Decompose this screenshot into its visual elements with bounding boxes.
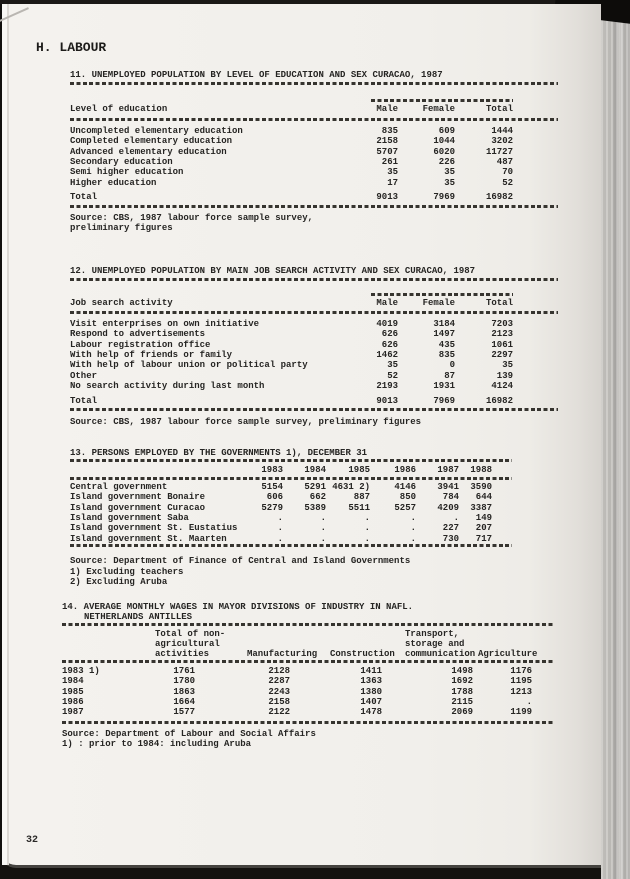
table-cell: 35 bbox=[387, 360, 398, 371]
table-cell: 226 bbox=[438, 157, 455, 168]
table-cell: 1199 bbox=[510, 707, 532, 718]
table-unemployed-by-education bbox=[70, 68, 558, 233]
table-cell: Semi higher education bbox=[70, 167, 184, 178]
table-cell: 17 bbox=[387, 177, 398, 188]
table-cell: 35 bbox=[502, 360, 513, 371]
table-cell: Other bbox=[70, 370, 98, 381]
table-row bbox=[70, 381, 558, 391]
table-cell: 3941 bbox=[437, 481, 459, 492]
table-title bbox=[62, 602, 553, 623]
table-cell: 7203 bbox=[491, 318, 513, 329]
table-cell: Secondary education bbox=[70, 157, 173, 168]
text-line: preliminary figures bbox=[70, 223, 173, 234]
table-cell: Higher education bbox=[70, 177, 157, 188]
text-line: Agriculture bbox=[478, 649, 538, 660]
column-header bbox=[330, 649, 395, 659]
page-number: 32 bbox=[26, 835, 39, 846]
table-cell: 2243 bbox=[268, 686, 290, 697]
divider bbox=[62, 660, 553, 663]
text-line: 14. AVERAGE MONTHLY WAGES IN MAYOR DIVISIONS OF INDUSTRY IN NAFL. bbox=[62, 602, 414, 612]
column-header: 1985 bbox=[348, 465, 370, 476]
table-cell: . bbox=[410, 533, 416, 544]
table-cell: 1176 bbox=[510, 665, 532, 676]
table-cell: 887 bbox=[353, 492, 370, 503]
table-cell: 487 bbox=[496, 157, 513, 168]
table-cell: 1444 bbox=[491, 125, 513, 136]
table-cell: 4631 2) bbox=[332, 481, 370, 492]
table-row bbox=[70, 178, 558, 188]
table-cell: Advanced elementary education bbox=[70, 146, 227, 157]
table-cell: Island government St. Eustatius bbox=[70, 523, 238, 534]
column-header bbox=[405, 629, 475, 660]
table-cell: 717 bbox=[475, 533, 492, 544]
table-cell: 11727 bbox=[485, 146, 513, 157]
column-header: 1984 bbox=[304, 465, 326, 476]
table-header-row bbox=[70, 298, 558, 308]
column-header bbox=[70, 465, 250, 475]
table-cell: 9013 bbox=[376, 395, 398, 406]
column-header: Female bbox=[422, 104, 455, 115]
table-cell: 1044 bbox=[433, 136, 455, 147]
table-cell: 1692 bbox=[451, 676, 473, 687]
table-cell: 2123 bbox=[491, 329, 513, 340]
text-line: NETHERLANDS ANTILLES bbox=[84, 612, 193, 623]
table-cell: . bbox=[453, 513, 459, 524]
text-line: Source: Department of Finance of Central and Island Governments bbox=[70, 556, 411, 567]
table-row bbox=[70, 157, 558, 167]
text-line: Total of non- bbox=[155, 628, 226, 639]
table-source bbox=[70, 417, 558, 427]
table-cell: 1577 bbox=[173, 707, 195, 718]
table-cell: 52 bbox=[502, 177, 513, 188]
divider bbox=[70, 544, 512, 547]
table-cell: 3202 bbox=[491, 136, 513, 147]
table-cell: 5279 bbox=[261, 502, 283, 513]
column-header: Total bbox=[485, 104, 513, 115]
table-cell: . bbox=[526, 697, 532, 708]
table-cell: . bbox=[320, 513, 326, 524]
table-cell: 1462 bbox=[376, 350, 398, 361]
table-cell: 4019 bbox=[376, 318, 398, 329]
table-cell: 1061 bbox=[491, 339, 513, 350]
table-cell: 1195 bbox=[510, 676, 532, 687]
table-cell: 3590 bbox=[470, 481, 492, 492]
table-cell: 662 bbox=[309, 492, 326, 503]
text-line: storage and bbox=[405, 639, 465, 649]
table-cell: . bbox=[410, 513, 416, 524]
column-header bbox=[247, 649, 317, 659]
table-cell: 850 bbox=[399, 492, 416, 503]
table-cell: 2115 bbox=[451, 697, 473, 708]
table-body bbox=[70, 126, 558, 188]
table-cell: 0 bbox=[449, 360, 455, 371]
table-cell: 2287 bbox=[268, 676, 290, 687]
column-header: Job search activity bbox=[70, 298, 173, 309]
table-cell: . bbox=[320, 533, 326, 544]
table-cell: 784 bbox=[442, 492, 459, 503]
table-cell: Central government bbox=[70, 481, 168, 492]
divider bbox=[371, 99, 513, 102]
table-row bbox=[62, 676, 553, 686]
table-cell: 2297 bbox=[491, 350, 513, 361]
table-row bbox=[70, 482, 512, 492]
table-cell: 5707 bbox=[376, 146, 398, 157]
table-row bbox=[62, 666, 553, 676]
table-cell: Total bbox=[70, 192, 98, 203]
table-body bbox=[70, 319, 558, 392]
table-cell: Total bbox=[70, 395, 98, 406]
table-cell: 1985 bbox=[62, 686, 84, 697]
table-cell: 435 bbox=[438, 339, 455, 350]
table-title: 11. UNEMPLOYED POPULATION BY LEVEL OF EDUCATION AND SEX CURACAO, 1987 bbox=[70, 70, 443, 80]
divider bbox=[70, 477, 512, 480]
table-cell: 9013 bbox=[376, 192, 398, 203]
table-cell: 5154 bbox=[261, 481, 283, 492]
table-cell: 1213 bbox=[510, 686, 532, 697]
table-cell: With help of friends or family bbox=[70, 350, 233, 361]
column-header: Male bbox=[376, 298, 398, 309]
table-row bbox=[62, 707, 553, 717]
table-cell: With help of labour union or political party bbox=[70, 360, 308, 371]
table-government-employment bbox=[70, 444, 512, 587]
table-title: 13. PERSONS EMPLOYED BY THE GOVERNMENTS 1), DECEMBER 31 bbox=[70, 448, 368, 458]
table-row bbox=[70, 350, 558, 360]
table-cell: 149 bbox=[475, 513, 492, 524]
table-row bbox=[70, 136, 558, 146]
table-cell: 4209 bbox=[437, 502, 459, 513]
table-cell: 1498 bbox=[451, 665, 473, 676]
table-cell: 5511 bbox=[348, 502, 370, 513]
divider bbox=[70, 311, 558, 314]
table-cell: 52 bbox=[387, 370, 398, 381]
table-row bbox=[70, 126, 558, 136]
text-line: Source: CBS, 1987 labour force sample survey, preliminary figures bbox=[70, 417, 422, 428]
table-total-row bbox=[70, 396, 558, 406]
table-cell: 1380 bbox=[360, 686, 382, 697]
table-cell: Labour registration office bbox=[70, 339, 211, 350]
table-cell: 1664 bbox=[173, 697, 195, 708]
table-row bbox=[70, 340, 558, 350]
table-cell: 87 bbox=[444, 370, 455, 381]
table-cell: Uncompleted elementary education bbox=[70, 125, 243, 136]
column-header bbox=[478, 649, 537, 659]
column-header bbox=[155, 629, 225, 660]
divider bbox=[62, 721, 553, 724]
table-row bbox=[70, 513, 512, 523]
document-page bbox=[0, 4, 601, 865]
table-header-row bbox=[70, 104, 558, 114]
table-cell: . bbox=[320, 523, 326, 534]
table-cell: 1983 1) bbox=[62, 665, 100, 676]
table-cell: 16982 bbox=[485, 395, 513, 406]
divider bbox=[70, 205, 558, 208]
table-row bbox=[70, 492, 512, 502]
table-cell: 7969 bbox=[433, 395, 455, 406]
column-header: 1988 bbox=[470, 465, 492, 476]
table-cell: 7969 bbox=[433, 192, 455, 203]
table-cell: 35 bbox=[387, 167, 398, 178]
table-row bbox=[70, 360, 558, 370]
table-row bbox=[70, 147, 558, 157]
table-cell: 70 bbox=[502, 167, 513, 178]
table-cell: No search activity during last month bbox=[70, 381, 265, 392]
divider bbox=[70, 82, 558, 85]
table-row bbox=[70, 167, 558, 177]
table-cell: Island government Bonaire bbox=[70, 492, 206, 503]
table-row bbox=[70, 371, 558, 381]
table-cell: 644 bbox=[475, 492, 492, 503]
table-unemployed-by-job-search bbox=[70, 262, 558, 427]
text-line: Source: CBS, 1987 labour force sample survey, bbox=[70, 212, 314, 223]
table-row bbox=[62, 687, 553, 697]
table-cell: 626 bbox=[381, 329, 398, 340]
table-source bbox=[70, 556, 512, 587]
left-page-edge bbox=[0, 4, 9, 865]
table-row bbox=[70, 503, 512, 513]
divider bbox=[70, 408, 558, 411]
table-cell: . bbox=[364, 533, 370, 544]
table-header-row bbox=[70, 465, 512, 475]
section-heading: H. LABOUR bbox=[36, 40, 107, 55]
divider bbox=[70, 118, 558, 121]
text-line: Source: Department of Labour and Social Affairs bbox=[62, 728, 316, 739]
table-cell: . bbox=[364, 523, 370, 534]
table-cell: 2128 bbox=[268, 665, 290, 676]
text-line: 2) Excluding Aruba bbox=[70, 577, 168, 588]
table-cell: 1987 bbox=[62, 707, 84, 718]
table-cell: 3387 bbox=[470, 502, 492, 513]
table-cell: 207 bbox=[475, 523, 492, 534]
table-row bbox=[62, 697, 553, 707]
table-cell: 1788 bbox=[451, 686, 473, 697]
text-line: 1) : prior to 1984: including Aruba bbox=[62, 739, 252, 750]
table-cell: 6020 bbox=[433, 146, 455, 157]
table-cell: Island government Curacao bbox=[70, 502, 206, 513]
text-line: Manufacturing bbox=[247, 649, 318, 660]
table-row bbox=[70, 192, 558, 202]
table-cell: 5257 bbox=[394, 502, 416, 513]
table-cell: 1984 bbox=[62, 676, 84, 687]
text-line: agricultural bbox=[155, 639, 220, 649]
table-cell: 1761 bbox=[173, 665, 195, 676]
table-cell: . bbox=[277, 533, 283, 544]
table-row bbox=[70, 523, 512, 533]
table-cell: Island government St. Maarten bbox=[70, 533, 227, 544]
table-cell: 1863 bbox=[173, 686, 195, 697]
table-cell: 16982 bbox=[485, 192, 513, 203]
table-cell: 835 bbox=[381, 125, 398, 136]
divider bbox=[70, 278, 558, 281]
text-line: 1) Excluding teachers bbox=[70, 566, 184, 577]
table-cell: 835 bbox=[438, 350, 455, 361]
table-cell: 261 bbox=[381, 157, 398, 168]
table-cell: 4146 bbox=[394, 481, 416, 492]
table-cell: 1407 bbox=[360, 697, 382, 708]
table-cell: 3184 bbox=[433, 318, 455, 329]
table-row bbox=[70, 396, 558, 406]
column-header: 1986 bbox=[394, 465, 416, 476]
table-cell: 730 bbox=[442, 533, 459, 544]
table-cell: 1411 bbox=[360, 665, 382, 676]
table-cell: 5389 bbox=[304, 502, 326, 513]
table-cell: 1497 bbox=[433, 329, 455, 340]
table-cell: . bbox=[364, 513, 370, 524]
table-cell: 1780 bbox=[173, 676, 195, 687]
table-cell: 35 bbox=[444, 167, 455, 178]
table-header-row bbox=[62, 629, 553, 660]
table-cell: 626 bbox=[381, 339, 398, 350]
text-line: activities bbox=[155, 649, 210, 660]
table-row bbox=[70, 329, 558, 339]
table-cell: 609 bbox=[438, 125, 455, 136]
text-line: Transport, bbox=[405, 628, 460, 639]
table-row bbox=[70, 319, 558, 329]
table-cell: 227 bbox=[442, 523, 459, 534]
table-cell: Visit enterprises on own initiative bbox=[70, 318, 260, 329]
table-cell: 2158 bbox=[376, 136, 398, 147]
table-cell: 139 bbox=[496, 370, 513, 381]
table-body bbox=[70, 482, 512, 544]
table-row bbox=[70, 534, 512, 544]
column-header: Level of education bbox=[70, 104, 168, 115]
divider bbox=[62, 623, 553, 626]
table-cell: 2069 bbox=[451, 707, 473, 718]
column-header: 1983 bbox=[261, 465, 283, 476]
table-cell: 1931 bbox=[433, 381, 455, 392]
table-cell: 2122 bbox=[268, 707, 290, 718]
table-cell: 2158 bbox=[268, 697, 290, 708]
divider bbox=[70, 459, 512, 462]
table-cell: 4124 bbox=[491, 381, 513, 392]
column-header: Female bbox=[422, 298, 455, 309]
table-cell: Completed elementary education bbox=[70, 136, 233, 147]
table-cell: 35 bbox=[444, 177, 455, 188]
table-cell: 1363 bbox=[360, 676, 382, 687]
table-source bbox=[70, 213, 558, 234]
table-cell: 1478 bbox=[360, 707, 382, 718]
table-cell: . bbox=[410, 523, 416, 534]
table-cell: 1986 bbox=[62, 697, 84, 708]
divider bbox=[371, 293, 513, 296]
table-total-row bbox=[70, 192, 558, 202]
table-cell: . bbox=[277, 523, 283, 534]
table-title: 12. UNEMPLOYED POPULATION BY MAIN JOB SEARCH ACTIVITY AND SEX CURACAO, 1987 bbox=[70, 266, 476, 276]
book-page-edges bbox=[601, 0, 630, 879]
table-source bbox=[62, 729, 553, 750]
table-cell: 606 bbox=[266, 492, 283, 503]
column-header: Male bbox=[376, 104, 398, 115]
table-cell: Island government Saba bbox=[70, 513, 189, 524]
table-cell: 5291 bbox=[304, 481, 326, 492]
table-cell: 2193 bbox=[376, 381, 398, 392]
column-header: 1987 bbox=[437, 465, 459, 476]
text-line: Construction bbox=[330, 649, 395, 660]
table-cell: . bbox=[277, 513, 283, 524]
column-header: Total bbox=[485, 298, 513, 309]
table-cell: Respond to advertisements bbox=[70, 329, 206, 340]
table-body bbox=[62, 666, 553, 718]
text-line: communication bbox=[405, 649, 476, 660]
table-average-monthly-wages bbox=[62, 598, 553, 750]
